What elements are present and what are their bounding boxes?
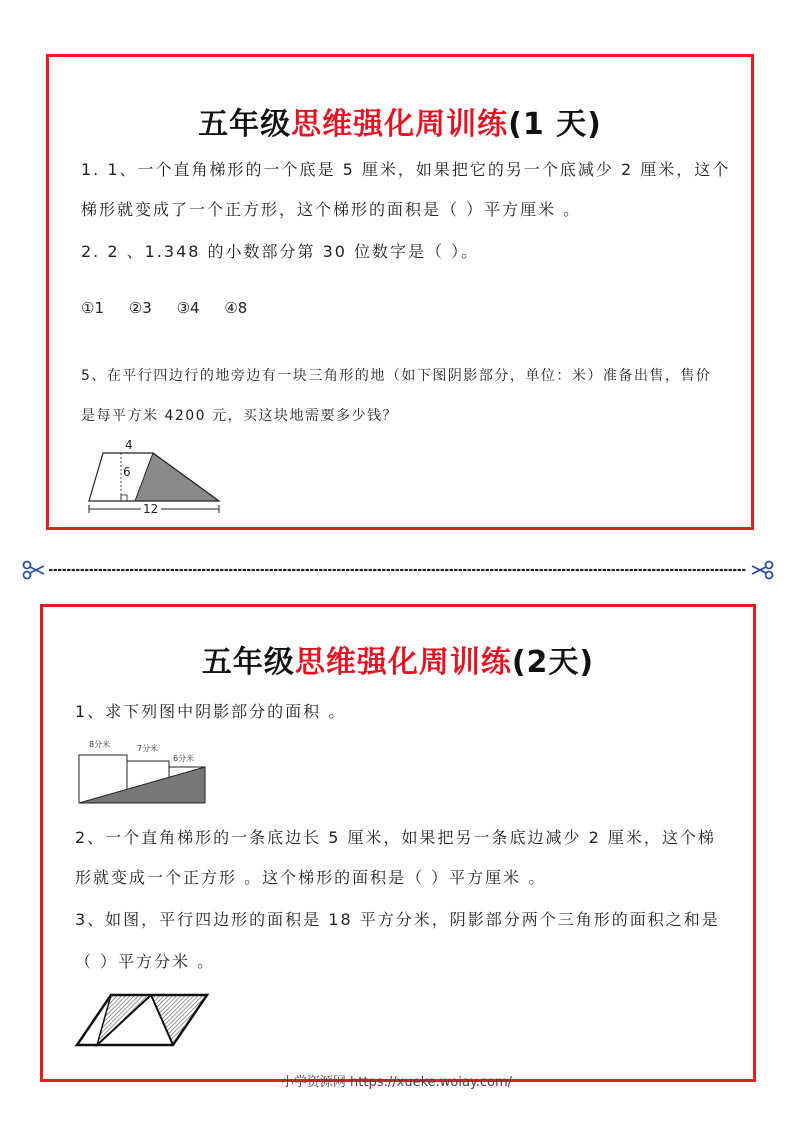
day2-q3-line2: （ ）平方分米 。 xyxy=(75,952,216,971)
option-4: ④8 xyxy=(224,299,248,317)
fig-label-a: 8分米 xyxy=(89,740,111,749)
day1-title-red: 思维强化周训练 xyxy=(291,107,509,142)
footer-watermark: 小学资源网 https://xueke.woiay.com/ xyxy=(280,1075,513,1090)
day2-q3-line1: 3、如图，平行四边形的面积是 18 平方分米，阴影部分两个三角形的面积之和是 xyxy=(75,910,720,929)
dotted-divider xyxy=(50,560,746,580)
day2-q2-line1: 2、一个直角梯形的一条底边长 5 厘米，如果把另一条底边减少 2 厘米，这个梯 xyxy=(75,828,716,847)
day1-title: 五年级思维强化周训练(1 天) xyxy=(198,107,602,142)
day2-q1: 1、求下列图中阴影部分的面积 。 xyxy=(75,702,347,721)
day1-q5-line2: 是每平方米 4200 元，买这块地需要多少钱？ xyxy=(81,408,399,424)
day1-card xyxy=(46,54,754,530)
option-3: ③4 xyxy=(176,299,200,317)
day1-trapezoid-figure xyxy=(83,439,223,519)
fig-label-top: 4 xyxy=(125,438,133,452)
day1-options xyxy=(81,299,267,317)
day1-q1-line1: 1. 1、一个直角梯形的一个底是 5 厘米，如果把它的另一个底减少 2 厘米，这个 xyxy=(81,160,731,179)
day1-q2: 2. 2 、1.348 的小数部分第 30 位数字是（ ）。 xyxy=(81,242,480,261)
fig-label-bottom: 12 xyxy=(143,502,159,516)
day1-q5-line1: 5、在平行四边行的地旁边有一块三角形的地（如下图阴影部分，单位：米）准备出售，售价 xyxy=(81,368,712,384)
option-2: ②3 xyxy=(128,299,152,317)
scissors-icon-right xyxy=(750,560,774,580)
day2-squares-figure xyxy=(77,735,207,805)
fig-label-b: 7分米 xyxy=(137,744,159,753)
day2-q2-line2: 形就变成一个正方形 。这个梯形的面积是（ ）平方厘米 。 xyxy=(75,868,547,887)
option-1: ①1 xyxy=(81,299,104,317)
day1-q1-line2: 梯形就变成了一个正方形，这个梯形的面积是（ ）平方厘米 。 xyxy=(81,200,582,219)
fig-label-c: 6分米 xyxy=(173,754,195,763)
fig-label-height: 6 xyxy=(123,465,131,479)
day2-card xyxy=(40,604,756,1082)
cut-line xyxy=(22,560,774,580)
day2-title-red: 思维强化周训练 xyxy=(294,645,512,680)
day2-parallelogram-figure xyxy=(75,991,211,1051)
scissors-icon-left xyxy=(22,560,46,580)
day2-title: 五年级思维强化周训练(2天) xyxy=(201,645,595,680)
